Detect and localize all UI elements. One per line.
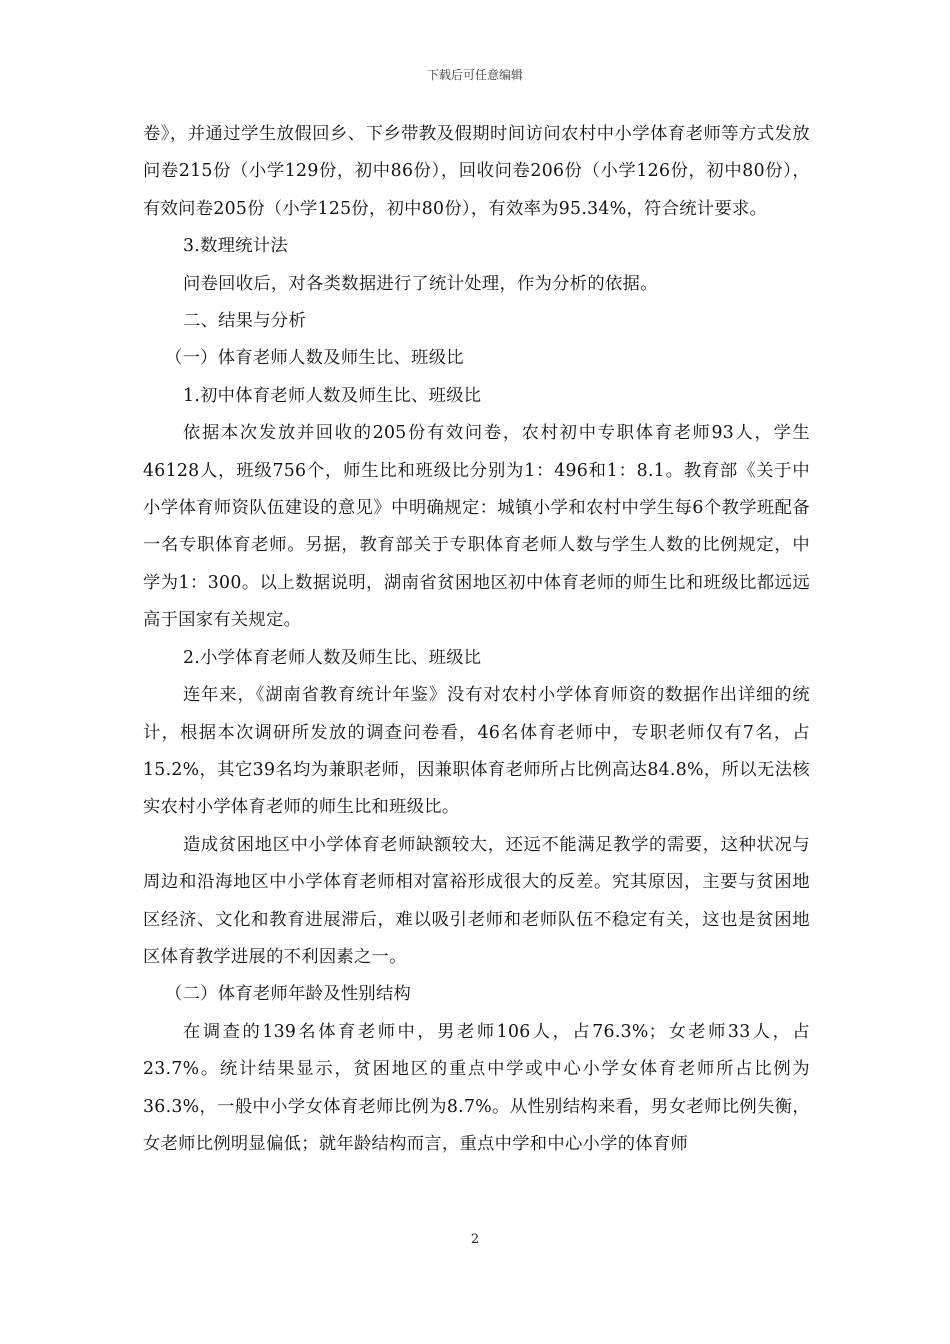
heading-primary-ratio: 2.小学体育老师人数及师生比、班级比 <box>183 647 482 668</box>
paragraph-junior-high-data: 依据本次发放并回收的205份有效问卷，农村初中专职体育老师93人，学生46128人，班级756个，师生比和班级比分别为1：496和1：8.1。教育部《关于中小学体育师资队伍建设的意见》中明确规定：城镇小学和农村中学生每6个教学班配备一名专职体育老师。另据，教育部关于专职体育老师人数与学生人数的比例规定，中学为1：300。以上数据说明，湖南省贫困地区初中体育老师的师生比和班级比都远远高于国家有关规定。 <box>143 423 810 631</box>
paragraph-gender-structure: 在调查的139名体育老师中，男老师106人，占76.3%；女老师33人，占23.7%。统计结果显示，贫困地区的重点中学或中心小学女体育老师所占比例为36.3%，一般中小学女体育老师比例为8.7%。从性别结构来看，男女老师比例失衡，女老师比例明显偏低；就年龄结构而言，重点中学和中心小学的体育师 <box>143 1021 810 1154</box>
heading-statistics-method: 3.数理统计法 <box>183 236 288 257</box>
paragraph-primary-data: 连年来，《湖南省教育统计年鉴》没有对农村小学体育师资的数据作出详细的统计，根据本次调研所发放的调查问卷看，46名体育老师中，专职老师仅有7名，占15.2%，其它39名均为兼职老师，因兼职体育老师所占比例高达84.8%，所以无法核实农村小学体育老师的师生比和班级比。 <box>143 685 810 818</box>
paragraph-statistics-processing: 问卷回收后，对各类数据进行了统计处理，作为分析的依据。 <box>183 273 658 294</box>
paragraph-shortage-causes: 造成贫困地区中小学体育老师缺额较大，还远不能满足教学的需要，这种状况与周边和沿海地区中小学体育老师相对富裕形成很大的反差。究其原因，主要与贫困地区经济、文化和教育进展滞后，难以吸引老师和老师队伍不稳定有关，这也是贫困地区体育教学进展的不利因素之一。 <box>143 834 810 967</box>
heading-teacher-count-ratio: （一）体育老师人数及师生比、班级比 <box>165 348 464 369</box>
paragraph-survey-distribution: 卷》，并通过学生放假回乡、下乡带教及假期时间访问农村中小学体育老师等方式发放问卷215份（小学129份，初中86份），回收问卷206份（小学126份，初中80份），有效问卷205份（小学125份，初中80份），有效率为95.34%，符合统计要求。 <box>143 124 810 219</box>
heading-junior-high-ratio: 1.初中体育老师人数及师生比、班级比 <box>183 385 482 406</box>
page-number: 2 <box>470 1232 480 1247</box>
heading-age-gender: （二）体育老师年龄及性别结构 <box>165 984 412 1005</box>
heading-results-analysis: 二、结果与分析 <box>183 311 307 332</box>
page-header: 下载后可任意编辑 <box>426 68 523 82</box>
document-body <box>143 116 810 1163</box>
